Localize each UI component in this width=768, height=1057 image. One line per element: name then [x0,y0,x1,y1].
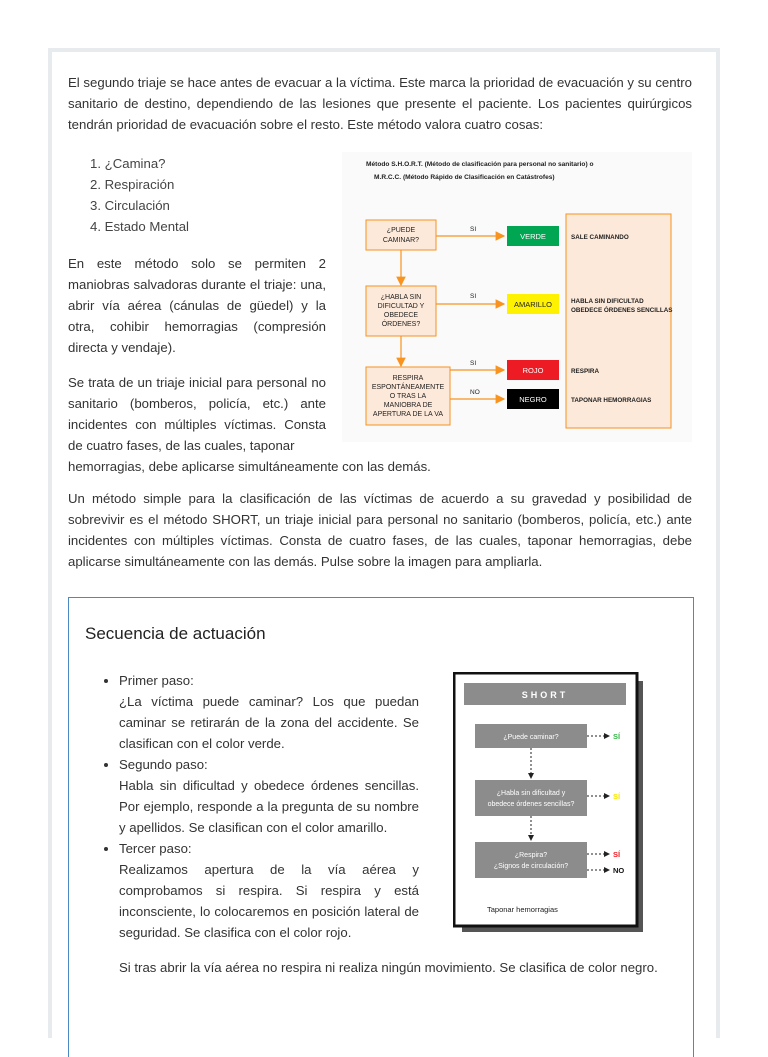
list-item [119,838,419,943]
short-footer-text: Taponar hemorragias [487,905,558,914]
short-header-label: SHORT [521,690,569,700]
triage-paragraph-tail: hemorragias, debe aplicarse simultáneamente con las demás. [68,459,431,474]
short-question-talk [475,780,587,816]
question-walk-box [366,220,436,250]
yellow-tag-label: AMARILLO [514,300,552,309]
question-talk-text: ÓRDENES? [381,321,421,328]
question-breath-text: ESPONTÁNEAMENTE [371,384,445,391]
question-walk-text: ¿PUEDE [386,227,416,234]
list-item: 4. Estado Mental [90,219,189,234]
question-breath-text: RESPIRA [392,375,424,382]
step-text: ¿La víctima puede caminar? Los que puedan caminar se retirarán de la zona del accidente. Se clasifican con el color verde. [119,694,419,751]
assessment-steps-list [90,153,189,237]
short-question-text: ¿Respira? [514,852,548,859]
short-question-text: ¿Signos de circulación? [493,863,569,870]
short-question-text: ¿Habla sin dificultad y [496,790,566,797]
short-no-label: NO [613,866,625,875]
step-text: Habla sin dificultad y obedece órdenes sencillas. Por ejemplo, responde a la pregunta de su nombre y apellidos. Se clasifican con el color amarillo. [119,778,419,835]
flowchart-title: Método S.H.O.R.T. (Método de clasificación para personal no sanitario) o [366,161,594,168]
short-method-paragraph: Un método simple para la clasificación de las víctimas de acuerdo a su gravedad y posibilidad de sobrevivir es el método SHORT, un triaje inicial para personal no sanitario (bomberos, policía, etc.) ante incidentes con múltiples víctimas. Consta de cuatro fases, de las cuales, taponar hemorragias, debe aplicarse simultáneamente con las demás. Pulse sobre la imagen para ampliarla. [68,491,692,569]
yes-label: SI [470,293,477,300]
step-name: • Primer paso: [119,673,194,688]
step-name: • Segundo paso: [119,757,208,772]
step-text: Realizamos apertura de la vía aérea y comprobamos si respira. Si respira y está inconsciente, lo colocaremos en posición lateral de seguridad. Se clasifica con el color rojo. [119,862,419,940]
short-diagram-image[interactable] [453,672,643,932]
sequence-list [119,670,419,943]
short-yes-red: SÍ [613,850,621,859]
question-talk-text: DIFICULTAD Y [377,303,425,310]
sequence-panel [68,597,694,1057]
question-breath-text: MANIOBRA DE [383,402,433,409]
black-tag-note: Si tras abrir la vía aérea no respira ni realiza ningún movimiento. Se clasifica de color negro. [119,960,658,975]
question-talk-text: ¿HABLA SIN [380,294,422,301]
question-breath-text: APERTURA DE LA VA [372,411,444,418]
green-tag-label: VERDE [520,232,546,241]
red-tag-label: ROJO [522,366,544,375]
question-walk-text: CAMINAR? [382,237,420,244]
intro-paragraph: El segundo triaje se hace antes de evacuar a la víctima. Este marca la prioridad de evacuación y su centro sanitario de destino, dependiendo de las lesiones que presente el paciente. Los pacientes quirúrgicos tendrán prioridad de evacuación sobre el resto. Este método valora cuatro cosas: [68,75,692,132]
short-question-text: obedece órdenes sencillas? [487,801,575,808]
list-item: 2. Respiración [90,177,175,192]
result-text: SALE CAMINANDO [571,234,629,241]
result-text: OBEDECE ÓRDENES SENCILLAS [571,307,673,314]
result-text: HABLA SIN DIFICULTAD [571,298,644,305]
black-tag-label: NEGRO [519,395,547,404]
list-item [119,754,419,838]
list-item [119,670,419,754]
short-yes-green: SÍ [613,732,621,741]
result-text: TAPONAR HEMORRAGIAS [571,397,652,404]
result-text: RESPIRA [571,368,599,375]
short-yes-yellow: SÍ [613,792,621,801]
short-question-breath [475,842,587,878]
yes-label: SI [470,360,477,367]
maneuvers-paragraph: En este método solo se permiten 2 maniobras salvadoras durante el triaje: una, abrir vía aérea (cánulas de güedel) y la otra, cohibir hemorragias (compresión directa y vendaje). [68,256,326,355]
sequence-title: Secuencia de actuación [85,624,266,643]
flowchart-subtitle: M.R.C.C. (Método Rápido de Clasificación en Catástrofes) [374,174,555,181]
yes-label: SI [470,226,477,233]
no-label: NO [470,389,480,396]
list-item: 3. Circulación [90,198,170,213]
short-question-text: ¿Puede caminar? [503,734,559,741]
list-item: 1. ¿Camina? [90,156,166,171]
step-name: • Tercer paso: [119,841,192,856]
article-card [48,48,720,1038]
short-flowchart-image[interactable] [342,152,692,442]
results-box [566,214,671,428]
question-talk-text: OBEDECE [383,312,419,319]
triage-paragraph: Se trata de un triaje inicial para personal no sanitario (bomberos, policía, etc.) ante incidentes con múltiples víctimas. Consta de cuatro fases, de las cuales, taponar [68,375,326,453]
question-breath-text: O TRAS LA [389,393,427,400]
